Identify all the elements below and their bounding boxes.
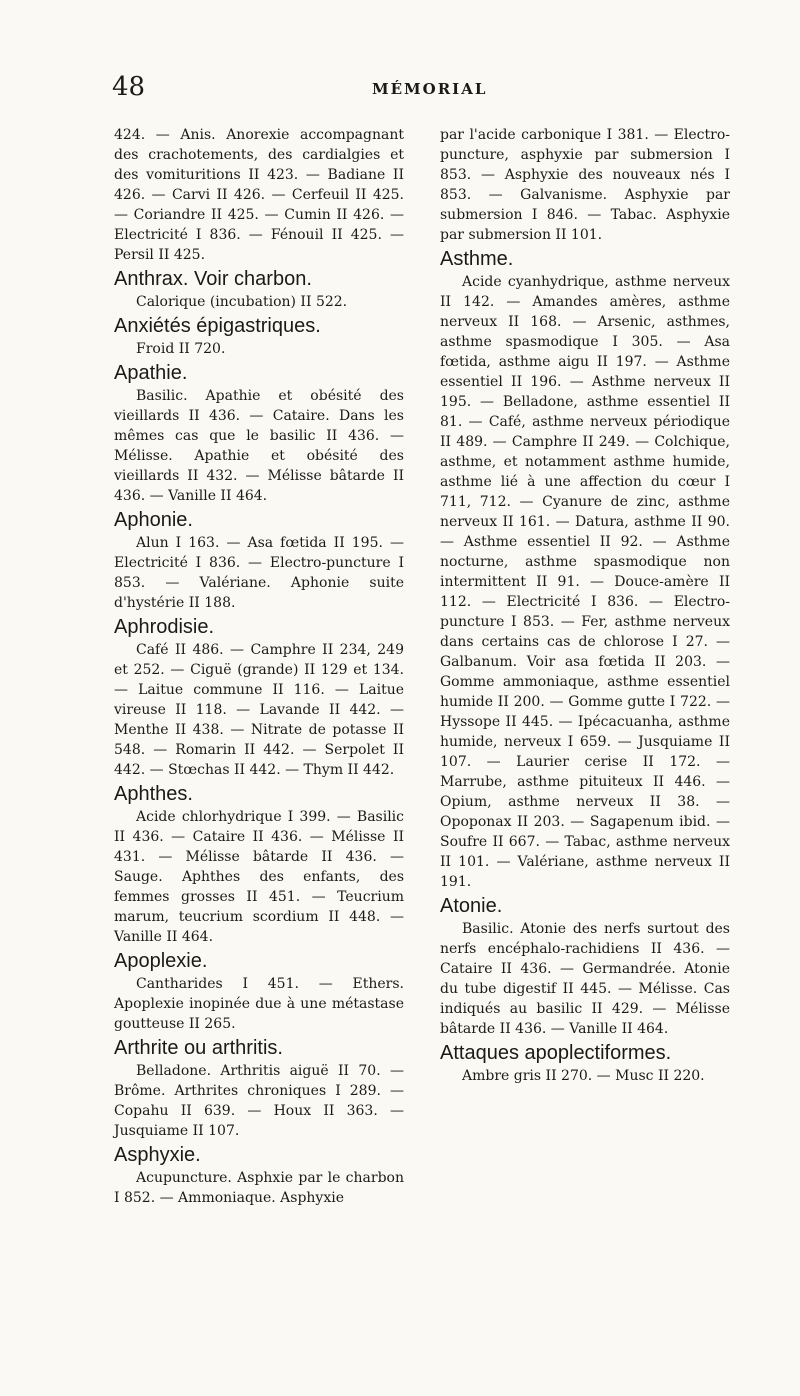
entry-heading: Aphthes. [114, 783, 193, 805]
entry-text: Acupuncture. Asphxie par le charbon I 852. — Ammoniaque. Asphyxie [114, 1170, 404, 1206]
entry-heading: Asphyxie. [114, 1144, 201, 1166]
entry-text: Alun I 163. — Asa fœtida II 195. — Electricité I 836. — Electro-puncture I 853. — Valériane. Aphonie suite d'hystérie II 188. [114, 535, 404, 611]
entry-heading: Anthrax. Voir charbon. [114, 268, 312, 290]
entry-heading: Asthme. [440, 248, 514, 270]
entry-text: Belladone. Arthritis aiguë II 70. — Brôme. Arthrites chroniques I 289. — Copahu II 639. — Houx II 363. — Jusquiame II 107. [114, 1063, 404, 1139]
entry-heading: Aphrodisie. [114, 616, 215, 638]
entry-text: Ambre gris II 270. — Musc II 220. [462, 1068, 705, 1084]
running-head: MÉMORIAL [372, 80, 488, 98]
entry-heading: Attaques apoplectiformes. [440, 1042, 672, 1064]
entry-heading: Apathie. [114, 362, 188, 384]
entry-heading: Atonie. [440, 895, 503, 917]
entry-text: Froid II 720. [136, 341, 226, 357]
entry-heading: Arthrite ou arthritis. [114, 1037, 283, 1059]
entry-text: Cantharides I 451. — Ethers. Apoplexie inopinée due à une métastase goutteuse II 265. [114, 976, 404, 1032]
entry-text: Basilic. Atonie des nerfs surtout des nerfs encéphalo-rachidiens II 436. — Cataire II 436. — Germandrée. Atonie du tube digestif II 445. — Mélisse. Cas indiqués au basilic II 429. — Mélisse bâtarde II 436. — Vanille II 464. [440, 921, 730, 1037]
entry-text: par l'acide carbonique I 381. — Electro-puncture, asphyxie par submersion I 853. — Asphyxie des nouveaux nés I 853. — Galvanisme. Asphyxie par submersion I 846. — Tabac. Asphyxie par submersion II 101. [440, 127, 730, 243]
entry-text: Café II 486. — Camphre II 234, 249 et 252. — Ciguë (grande) II 129 et 134. — Laitue commune II 116. — Laitue vireuse II 118. — Lavande II 442. — Menthe II 438. — Nitrate de potasse II 548. — Romarin II 442. — Serpolet II 442. — Stœchas II 442. — Thym II 442. [114, 642, 404, 778]
left-column [114, 125, 404, 1208]
entry-text: Acide chlorhydrique I 399. — Basilic II 436. — Cataire II 436. — Mélisse II 431. — Mélisse bâtarde II 436. — Sauge. Aphthes des enfants, des femmes grosses II 451. — Teucrium marum, teucrium scordium II 448. — Vanille II 464. [114, 809, 404, 945]
entry-heading: Anxiétés épigastriques. [114, 315, 321, 337]
right-column [440, 125, 730, 1086]
entry-text: 424. — Anis. Anorexie accompagnant des crachotements, des cardialgies et des vomituritions II 423. — Badiane II 426. — Carvi II 426. — Cerfeuil II 425. — Coriandre II 425. — Cumin II 426. — Electricité I 836. — Fénouil II 425. — Persil II 425. [114, 127, 404, 263]
entry-text: Basilic. Apathie et obésité des vieillards II 436. — Cataire. Dans les mêmes cas que le basilic II 436. — Mélisse. Apathie et obésité des vieillards II 432. — Mélisse bâtarde II 436. — Vanille II 464. [114, 388, 404, 504]
entry-heading: Aphonie. [114, 509, 193, 531]
page-number: 48 [112, 72, 146, 102]
entry-text: Acide cyanhydrique, asthme nerveux II 142. — Amandes amères, asthme nerveux II 168. — Arsenic, asthmes, asthme spasmodique I 305. — Asa fœtida, asthme aigu II 197. — Asthme essentiel II 196. — Asthme nerveux II 195. — Belladone, asthme essentiel II 81. — Café, asthme nerveux périodique II 489. — Camphre II 249. — Colchique, asthme, et notamment asthme humide, asthme lié à une affection du cœur I 711, 712. — Cyanure de zinc, asthme nerveux II 161. — Datura, asthme II 90. — Asthme essentiel II 92. — Asthme nocturne, asthme spasmodique non intermittent II 91. — Douce-amère II 112. — Electricité I 836. — Electro-puncture I 853. — Fer, asthme nerveux dans certains cas de chlorose I 27. — Galbanum. Voir asa fœtida II 203. — Gomme ammoniaque, asthme essentiel humide II 200. — Gomme gutte I 722. — Hyssope II 445. — Ipécacuanha, asthme humide, nerveux I 659. — Jusquiame II 107. — Laurier cerise II 172. — Marrube, asthme pituiteux II 446. — Opium, asthme nerveux II 38. — Opoponax II 203. — Sagapenum ibid. — Soufre II 667. — Tabac, asthme nerveux II 101. — Valériane, asthme nerveux II 191. [440, 274, 730, 890]
entry-text: Calorique (incubation) II 522. [136, 294, 348, 310]
entry-heading: Apoplexie. [114, 950, 208, 972]
page-header [0, 52, 800, 102]
